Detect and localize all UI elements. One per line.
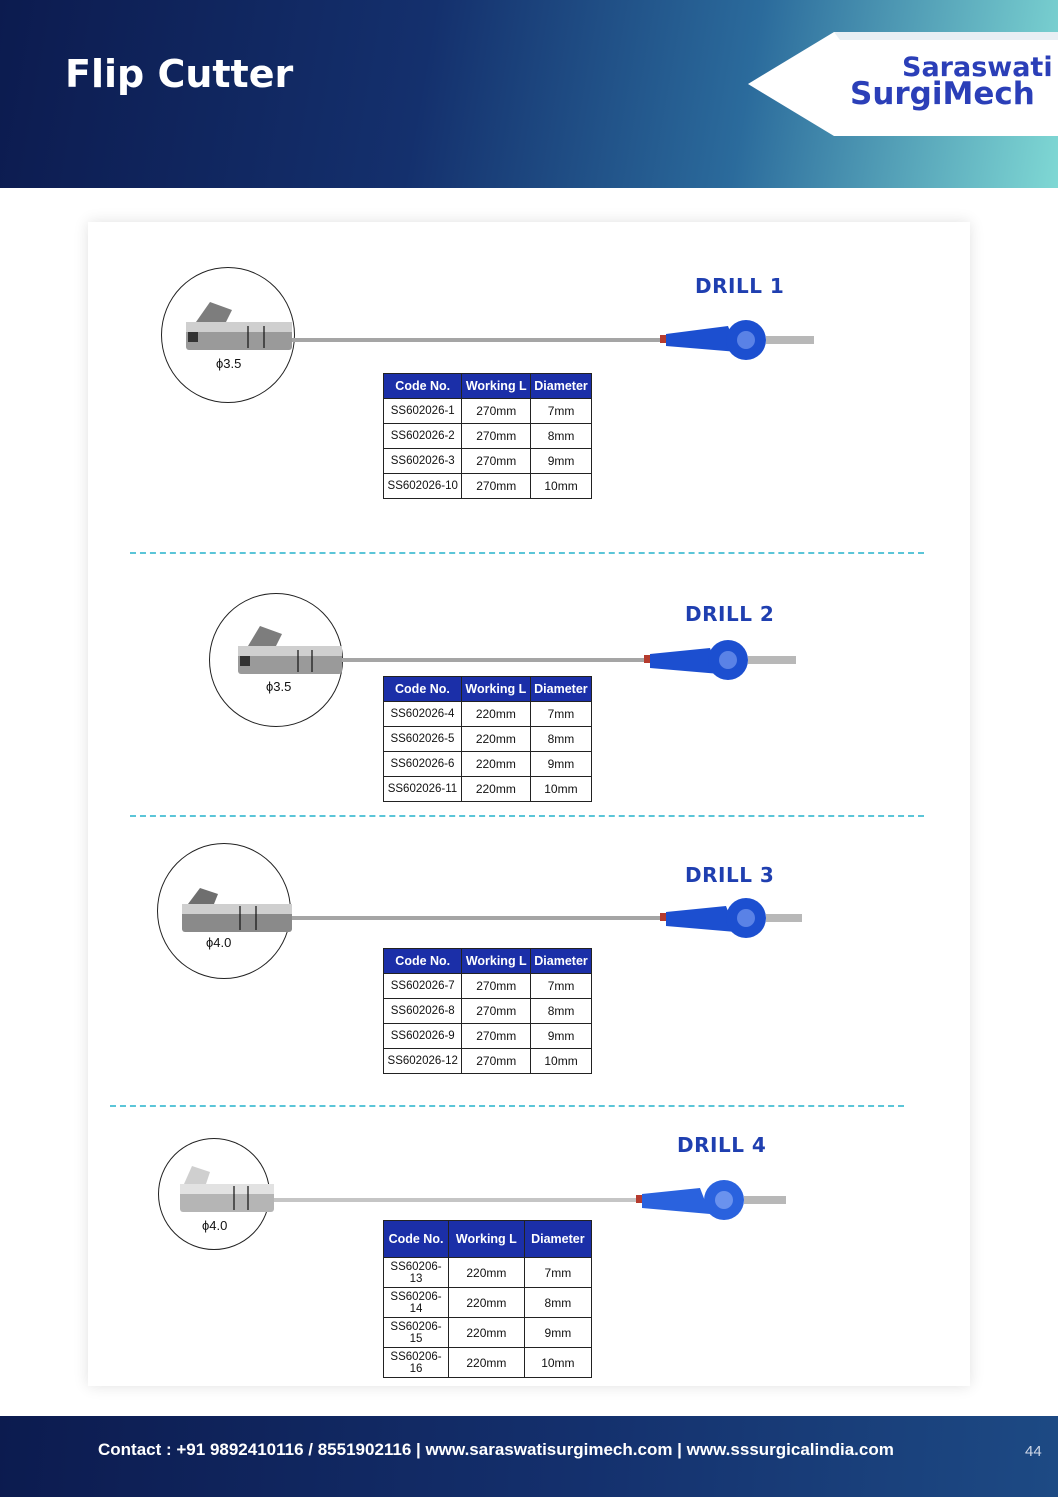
page-header — [0, 0, 1058, 188]
code-cell: SS602026-8 — [384, 999, 462, 1024]
length-cell: 220mm — [461, 752, 530, 777]
drill-1-table — [383, 373, 592, 499]
drill-4-tip-label: ϕ4.0 — [202, 1218, 228, 1233]
diameter-cell: 7mm — [531, 399, 592, 424]
table-row — [384, 727, 592, 752]
code-cell: SS60206-16 — [384, 1348, 449, 1378]
drill-2-title: DRILL 2 — [685, 602, 775, 626]
table-row — [384, 1318, 592, 1348]
diameter-cell: 9mm — [531, 449, 592, 474]
col-code-header: Code No. — [384, 677, 462, 702]
drill-4-tip — [180, 1166, 274, 1212]
diameter-cell: 8mm — [524, 1288, 591, 1318]
length-cell: 220mm — [449, 1348, 525, 1378]
table-row — [384, 974, 592, 999]
product-panel — [88, 222, 970, 1386]
length-cell: 270mm — [462, 449, 531, 474]
diameter-cell: 7mm — [530, 702, 591, 727]
table-row — [384, 399, 592, 424]
table-row — [384, 424, 592, 449]
page-title: Flip Cutter — [65, 52, 294, 96]
length-cell: 270mm — [462, 974, 531, 999]
code-cell: SS602026-6 — [384, 752, 462, 777]
length-cell: 270mm — [462, 1049, 531, 1074]
code-cell: SS602026-5 — [384, 727, 462, 752]
drill-2-handle — [650, 640, 796, 680]
logo-line1: Saraswati — [902, 52, 1053, 83]
length-cell: 220mm — [449, 1318, 525, 1348]
code-cell: SS602026-7 — [384, 974, 462, 999]
drill-1-tip-label: ϕ3.5 — [216, 356, 242, 371]
drill-2-table — [383, 676, 592, 802]
drill-3-title: DRILL 3 — [685, 863, 775, 887]
code-cell: SS602026-12 — [384, 1049, 462, 1074]
drill-3-handle — [666, 898, 802, 938]
drill-2-tip — [238, 626, 342, 674]
drill-1-shaft — [292, 338, 662, 342]
diameter-cell: 9mm — [530, 752, 591, 777]
page-footer — [0, 1416, 1058, 1497]
diameter-cell: 7mm — [531, 974, 592, 999]
drill-4-handle — [642, 1180, 786, 1220]
code-cell: SS602026-1 — [384, 399, 462, 424]
col-diameter-header: Diameter — [531, 949, 592, 974]
table-row — [384, 1024, 592, 1049]
drill-1-title: DRILL 1 — [695, 274, 785, 298]
code-cell: SS60206-13 — [384, 1258, 449, 1288]
col-code-header: Code No. — [384, 374, 462, 399]
code-cell: SS602026-9 — [384, 1024, 462, 1049]
drill-4-title: DRILL 4 — [677, 1133, 767, 1157]
drill-3-tip-label: ϕ4.0 — [206, 935, 232, 950]
diameter-cell: 10mm — [531, 474, 592, 499]
table-row — [384, 752, 592, 777]
page-number: 44 — [1025, 1443, 1042, 1460]
length-cell: 220mm — [461, 727, 530, 752]
col-length-header: Working L — [462, 374, 531, 399]
section-divider — [110, 1105, 904, 1107]
drill-1-tip — [186, 302, 292, 350]
drill-3-table — [383, 948, 592, 1074]
code-cell: SS602026-4 — [384, 702, 462, 727]
section-divider — [130, 815, 924, 817]
diameter-cell: 8mm — [531, 424, 592, 449]
table-row — [384, 999, 592, 1024]
col-length-header: Working L — [461, 677, 530, 702]
col-code-header: Code No. — [384, 1221, 449, 1258]
table-row — [384, 1348, 592, 1378]
contact-info[interactable]: Contact : +91 9892410116 / 8551902116 | www.saraswatisurgimech.com | www.sssurgicalindia.com — [98, 1440, 894, 1459]
table-row — [384, 1288, 592, 1318]
diameter-cell: 7mm — [524, 1258, 591, 1288]
col-length-header: Working L — [449, 1221, 525, 1258]
col-length-header: Working L — [462, 949, 531, 974]
length-cell: 220mm — [461, 777, 530, 802]
length-cell: 220mm — [449, 1258, 525, 1288]
code-cell: SS60206-14 — [384, 1288, 449, 1318]
diameter-cell: 9mm — [531, 1024, 592, 1049]
section-divider — [130, 552, 924, 554]
drill-2-tip-label: ϕ3.5 — [266, 679, 292, 694]
length-cell: 270mm — [462, 424, 531, 449]
table-row — [384, 449, 592, 474]
col-code-header: Code No. — [384, 949, 462, 974]
diameter-cell: 10mm — [530, 777, 591, 802]
logo-line2: SurgiMech — [850, 76, 1035, 112]
length-cell: 220mm — [461, 702, 530, 727]
length-cell: 220mm — [449, 1288, 525, 1318]
diameter-cell: 8mm — [530, 727, 591, 752]
diameter-cell: 10mm — [531, 1049, 592, 1074]
code-cell: SS602026-3 — [384, 449, 462, 474]
col-diameter-header: Diameter — [530, 677, 591, 702]
code-cell: SS602026-2 — [384, 424, 462, 449]
code-cell: SS602026-10 — [384, 474, 462, 499]
table-row — [384, 474, 592, 499]
table-row — [384, 702, 592, 727]
drill-1-handle — [666, 320, 814, 360]
length-cell: 270mm — [462, 999, 531, 1024]
drill-4-table — [383, 1220, 592, 1378]
col-diameter-header: Diameter — [531, 374, 592, 399]
diameter-cell: 9mm — [524, 1318, 591, 1348]
table-row — [384, 777, 592, 802]
length-cell: 270mm — [462, 474, 531, 499]
code-cell: SS602026-11 — [384, 777, 462, 802]
code-cell: SS60206-15 — [384, 1318, 449, 1348]
diameter-cell: 10mm — [524, 1348, 591, 1378]
brand-logo — [748, 32, 1058, 136]
table-row — [384, 1049, 592, 1074]
length-cell: 270mm — [462, 399, 531, 424]
drill-3-tip — [182, 888, 292, 932]
table-row — [384, 1258, 592, 1288]
diameter-cell: 8mm — [531, 999, 592, 1024]
col-diameter-header: Diameter — [524, 1221, 591, 1258]
length-cell: 270mm — [462, 1024, 531, 1049]
